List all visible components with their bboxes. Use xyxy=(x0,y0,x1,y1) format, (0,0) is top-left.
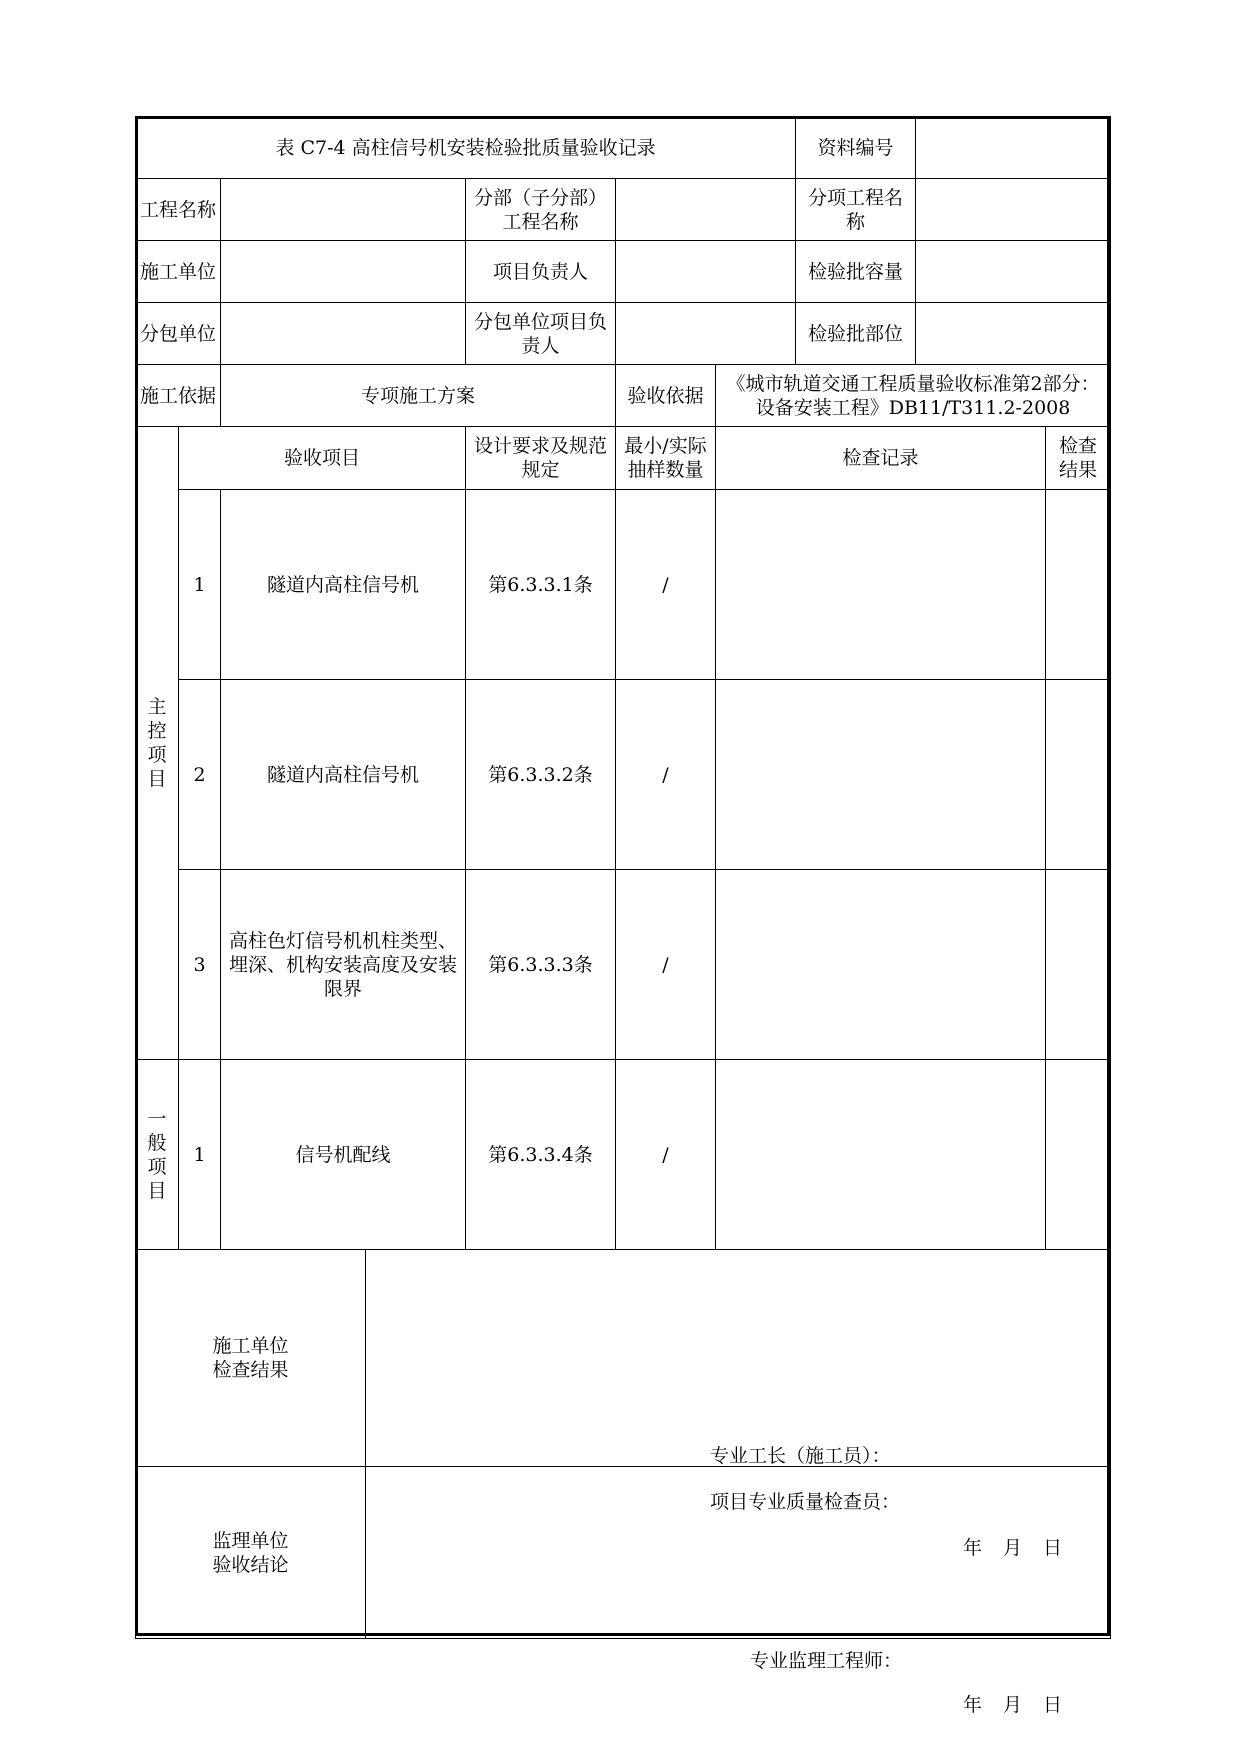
project-manager-label: 项目负责人 xyxy=(466,241,616,303)
item-clause: 第6.3.3.2条 xyxy=(466,680,616,870)
item-sample: / xyxy=(616,490,716,680)
constructor-check-label: 施工单位 检查结果 xyxy=(136,1250,366,1467)
sub-manager-label: 分包单位项目负责人 xyxy=(466,303,616,365)
supervisor-check-label: 监理单位 验收结论 xyxy=(136,1467,366,1639)
sub-item-label: 分项工程名称 xyxy=(796,179,916,241)
foreman-signature-label: 专业工长（施工员）： xyxy=(710,1445,891,1467)
project-name-label: 工程名称 xyxy=(136,179,221,241)
constructor-label: 施工单位 xyxy=(136,241,221,303)
supervisor-day: 日 xyxy=(1043,1693,1063,1716)
general-items-group: 一般项目 xyxy=(136,1060,179,1250)
item-name: 隧道内高柱信号机 xyxy=(221,490,466,680)
item-no: 1 xyxy=(179,1060,221,1250)
basis-label: 施工依据 xyxy=(136,365,221,427)
header-result: 检查结果 xyxy=(1046,427,1111,490)
engineer-signature-label: 专业监理工程师： xyxy=(750,1649,903,1672)
subcontractor-label: 分包单位 xyxy=(136,303,221,365)
supervisor-year: 年 xyxy=(963,1693,983,1716)
header-design: 设计要求及规范规定 xyxy=(466,427,616,490)
acceptance-basis-label: 验收依据 xyxy=(616,365,716,427)
form-title: 表 C7-4 高柱信号机安装检验批质量验收记录 xyxy=(136,117,796,179)
supervisor-month: 月 xyxy=(1003,1693,1023,1716)
batch-location-label: 检验批部位 xyxy=(796,303,916,365)
item-name: 高柱色灯信号机机柱类型、埋深、机构安装高度及安装限界 xyxy=(221,870,466,1060)
item-sample: / xyxy=(616,870,716,1060)
acceptance-basis-value: 《城市轨道交通工程质量验收标准第2部分：设备安装工程》DB11/T311.2-2008 xyxy=(716,365,1111,427)
inspector-signature-label: 项目专业质量检查员： xyxy=(710,1491,901,1513)
header-sample: 最小/实际抽样数量 xyxy=(616,427,716,490)
item-clause: 第6.3.3.1条 xyxy=(466,490,616,680)
item-no: 1 xyxy=(179,490,221,680)
constructor-day: 日 xyxy=(1043,1537,1063,1559)
item-name: 信号机配线 xyxy=(221,1060,466,1250)
item-clause: 第6.3.3.4条 xyxy=(466,1060,616,1250)
outer-frame xyxy=(135,116,1110,1636)
main-items-group: 主控项目 xyxy=(136,427,179,1060)
constructor-year: 年 xyxy=(963,1537,983,1559)
header-item: 验收项目 xyxy=(179,427,466,490)
doc-no-label: 资料编号 xyxy=(796,117,916,179)
basis-value: 专项施工方案 xyxy=(221,365,616,427)
sub-division-label: 分部（子分部）工程名称 xyxy=(466,179,616,241)
item-sample: / xyxy=(616,680,716,870)
item-sample: / xyxy=(616,1060,716,1250)
header-record: 检查记录 xyxy=(716,427,1046,490)
item-clause: 第6.3.3.3条 xyxy=(466,870,616,1060)
batch-capacity-label: 检验批容量 xyxy=(796,241,916,303)
constructor-month: 月 xyxy=(1003,1537,1023,1559)
item-name: 隧道内高柱信号机 xyxy=(221,680,466,870)
item-no: 3 xyxy=(179,870,221,1060)
item-no: 2 xyxy=(179,680,221,870)
